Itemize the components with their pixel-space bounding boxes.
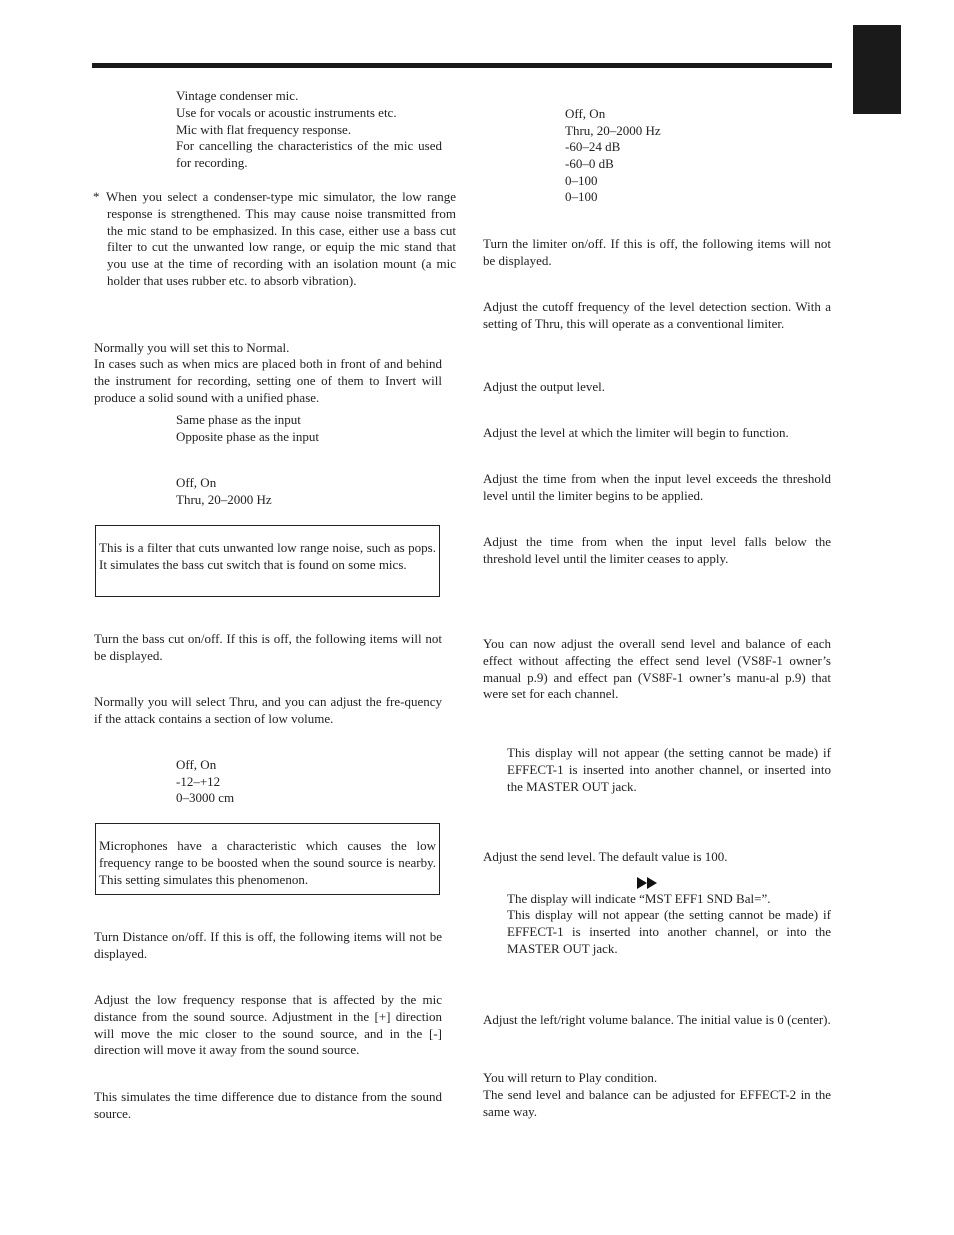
distance-value-low: -12–+12 bbox=[176, 774, 221, 789]
send-level-desc: Adjust the send level. The default value is 100. bbox=[483, 849, 728, 864]
distance-time-desc: This simulates the time difference due to distance from the sound source. bbox=[94, 1089, 442, 1121]
limiter-value-cutoff: Thru, 20–2000 Hz bbox=[565, 123, 661, 138]
limiter-value-attack: 0–100 bbox=[565, 173, 598, 188]
bass-cut-value-switch: Off, On bbox=[176, 475, 217, 490]
send-intro-text: You can now adjust the overall send level and balance of each effect without affecting the effect send level (VS8F-1 owner’s manual p.9) and effect pan (VS8F-1 owner’s manu-al p.9) that were set for each channel. bbox=[483, 636, 831, 702]
distance-value-switch: Off, On bbox=[176, 757, 217, 772]
distance-switch-desc: Turn Distance on/off. If this is off, the following items will not be displayed. bbox=[94, 929, 442, 961]
limiter-value-output: -60–24 dB bbox=[565, 139, 621, 154]
mic-type-flat: Mic with flat frequency response. bbox=[176, 122, 352, 137]
bass-cut-info-box bbox=[95, 525, 440, 597]
distance-value-time: 0–3000 cm bbox=[176, 790, 235, 805]
bass-cut-box-text: This is a filter that cuts unwanted low range noise, such as pops. It simulates the bass cut switch that is found on some mics. bbox=[99, 540, 436, 572]
limiter-cutoff-desc: Adjust the cutoff frequency of the level detection section. With a setting of Thru, this will operate as a conventional limiter. bbox=[483, 299, 831, 331]
effect2-text: The send level and balance can be adjusted for EFFECT-2 in the same way. bbox=[483, 1087, 831, 1119]
distance-low-desc: Adjust the low frequency response that is affected by the mic distance from the sound source. Adjustment in the [+] direction will move the mic closer to the sound source, and in the [-] direction will move it away from the sound source. bbox=[94, 992, 442, 1058]
mic-type-vintage: Vintage condenser mic. bbox=[176, 88, 299, 103]
condenser-note: * When you select a condenser-type mic simulator, the low range response is strengthened. This may cause noise transmitted from the mic stand to be emphasized. In this case, either use a bass cut filter to cut the unwanted low range, or equip the mic stand that you use at the time of recording with an isolation mount (a mic holder that uses rubber etc. to absorb vibration). bbox=[93, 189, 456, 288]
phase-text-invert: In cases such as when mics are placed both in front of and behind the instrument for recording, setting one of them to Invert will produce a solid sound with a unified phase. bbox=[94, 356, 442, 405]
display-indicate-text: The display will indicate “MST EFF1 SND Bal=”. bbox=[507, 891, 771, 906]
bass-cut-switch-desc: Turn the bass cut on/off. If this is off, the following items will not be displayed. bbox=[94, 631, 442, 663]
send-note-1: This display will not appear (the setting cannot be made) if EFFECT-1 is inserted into another channel, or inserted into the MASTER OUT jack. bbox=[507, 745, 831, 794]
limiter-threshold-desc: Adjust the level at which the limiter will begin to function. bbox=[483, 425, 789, 440]
mic-type-cancel: For cancelling the characteristics of the mic used for recording. bbox=[176, 138, 442, 170]
limiter-value-threshold: -60–0 dB bbox=[565, 156, 614, 171]
balance-desc: Adjust the left/right volume balance. The initial value is 0 (center). bbox=[483, 1012, 831, 1027]
phase-value-normal: Same phase as the input bbox=[176, 412, 301, 427]
return-play-text: You will return to Play condition. bbox=[483, 1070, 658, 1085]
phase-value-invert: Opposite phase as the input bbox=[176, 429, 319, 444]
bass-cut-value-freq: Thru, 20–2000 Hz bbox=[176, 492, 272, 507]
limiter-value-release: 0–100 bbox=[565, 189, 598, 204]
limiter-switch-desc: Turn the limiter on/off. If this is off, the following items will not be displayed. bbox=[483, 236, 831, 268]
distance-box-text: Microphones have a characteristic which causes the low frequency range to be boosted when the sound source is nearby. This setting simulates this phenomenon. bbox=[99, 838, 436, 887]
chapter-tab bbox=[853, 25, 901, 114]
fast-forward-icon bbox=[637, 877, 657, 889]
limiter-attack-desc: Adjust the time from when the input level exceeds the threshold level until the limiter begins to be applied. bbox=[483, 471, 831, 503]
limiter-release-desc: Adjust the time from when the input level falls below the threshold level until the limiter ceases to apply. bbox=[483, 534, 831, 566]
mic-type-vocal: Use for vocals or acoustic instruments etc. bbox=[176, 105, 397, 120]
send-note-2: This display will not appear (the setting cannot be made) if EFFECT-1 is inserted into another channel, or into the MASTER OUT jack. bbox=[507, 907, 831, 956]
phase-text-normal: Normally you will set this to Normal. bbox=[94, 340, 290, 355]
limiter-value-switch: Off, On bbox=[565, 106, 606, 121]
distance-info-box bbox=[95, 823, 440, 895]
bass-cut-freq-desc: Normally you will select Thru, and you can adjust the fre-quency if the attack contains a section of low volume. bbox=[94, 694, 442, 726]
header-rule bbox=[92, 63, 832, 68]
limiter-output-desc: Adjust the output level. bbox=[483, 379, 606, 394]
